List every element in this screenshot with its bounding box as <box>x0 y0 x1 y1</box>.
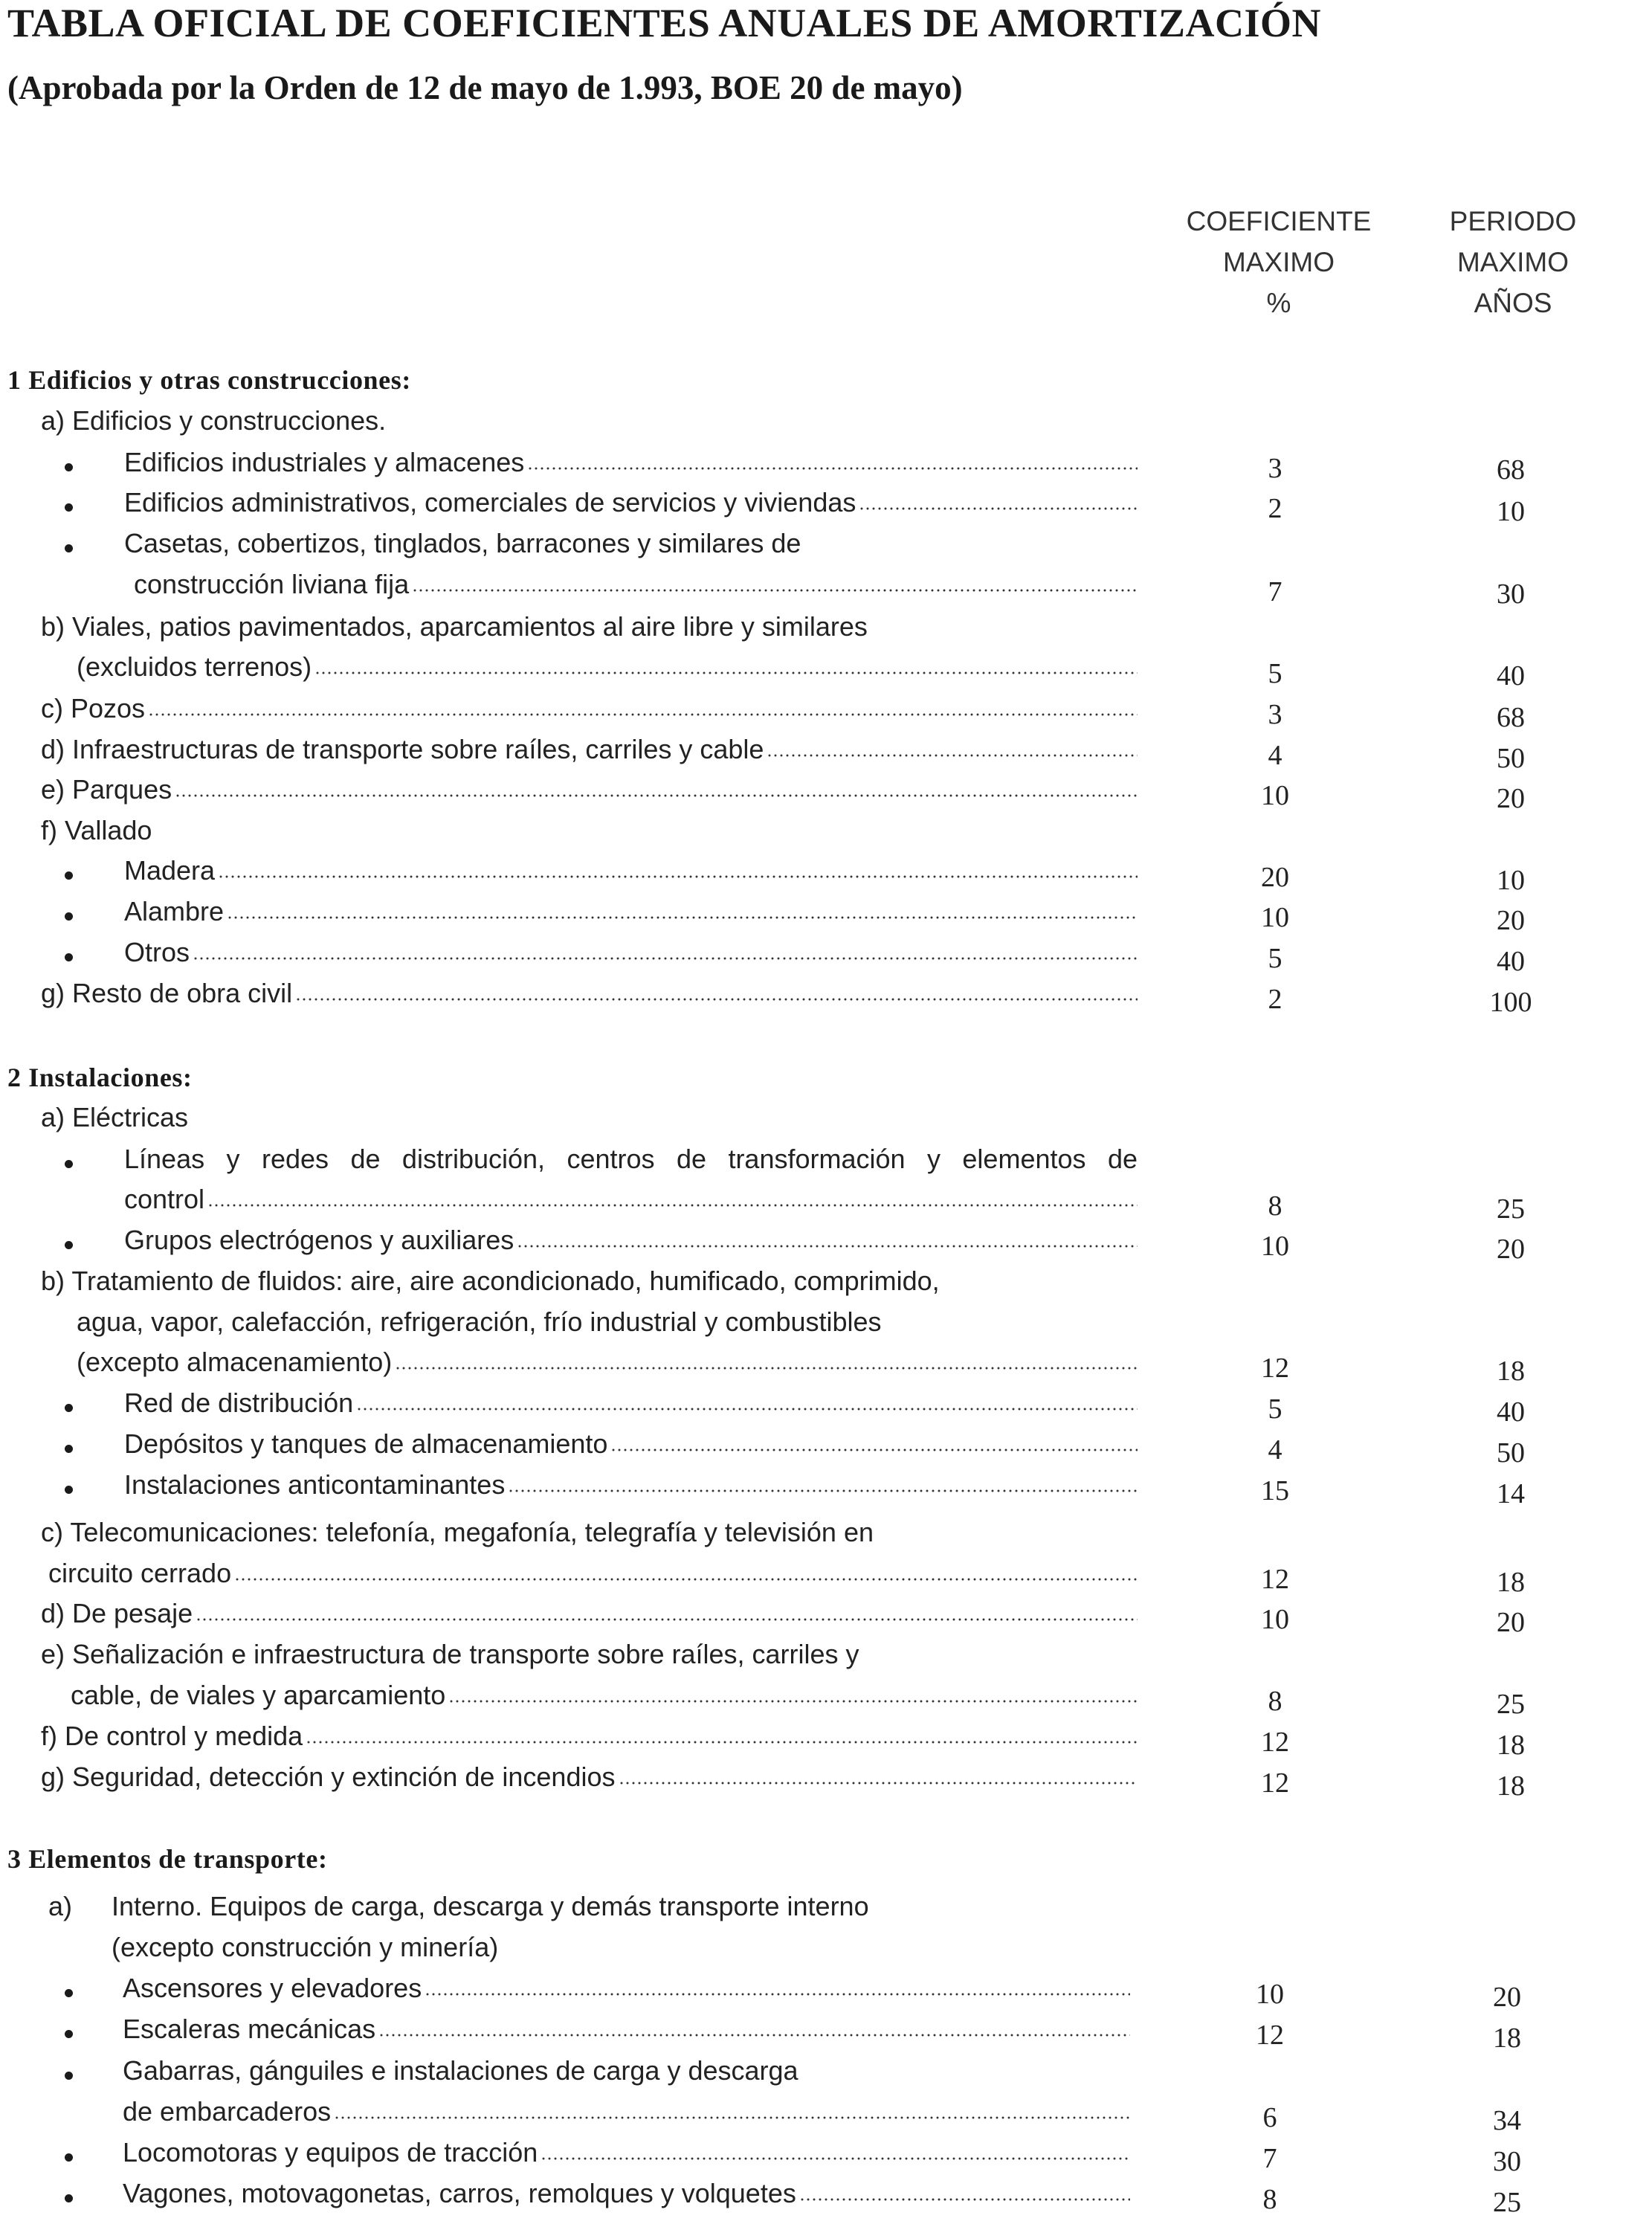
table-row <box>124 855 1138 886</box>
section-heading-transporte: 3 Elementos de transporte: <box>7 1844 328 1874</box>
years-value: 30 <box>1493 2146 1521 2177</box>
years-value: 18 <box>1497 1567 1525 1598</box>
dot-leader <box>508 1489 1138 1492</box>
dot-leader <box>193 957 1138 960</box>
table-row <box>48 1558 1138 1589</box>
row-label: construcción liviana fija <box>134 569 410 599</box>
table-row <box>124 447 1138 478</box>
table-row <box>71 1680 1138 1711</box>
years-value: 20 <box>1493 1982 1521 2013</box>
row-label: de embarcaderos <box>123 2096 332 2127</box>
row-label: Interno. Equipos de carga, descarga y demás transporte interno <box>112 1891 869 1921</box>
bullet-icon <box>65 1404 73 1412</box>
years-value: 40 <box>1497 946 1525 977</box>
bullet-icon <box>65 2153 73 2162</box>
row-label: Otros <box>124 937 190 967</box>
dot-leader <box>356 1408 1138 1411</box>
dot-leader <box>619 1782 1138 1785</box>
dot-leader <box>175 794 1138 797</box>
coef-value: 12 <box>1261 1564 1289 1595</box>
bullet-icon <box>65 2072 73 2080</box>
bullet-icon <box>65 503 73 512</box>
subsection-heading: f) Vallado <box>41 815 152 845</box>
dot-leader <box>610 1448 1138 1451</box>
column-header-coeficiente: COEFICIENTE MAXIMO % <box>1186 206 1372 318</box>
table-row <box>134 569 1138 600</box>
page-subtitle: (Aprobada por la Orden de 12 de mayo de 1.993, BOE 20 de mayo) <box>7 69 963 106</box>
row-label: Edificios administrativos, comerciales de servicios y viviendas <box>124 487 856 518</box>
years-value: 20 <box>1497 783 1525 814</box>
row-label: f) De control y medida <box>41 1721 303 1751</box>
coef-value: 8 <box>1268 1190 1282 1222</box>
dot-leader <box>234 1578 1138 1581</box>
row-label: Red de distribución <box>124 1388 354 1418</box>
coef-value: 10 <box>1256 1979 1284 2010</box>
years-value: 18 <box>1497 1356 1525 1387</box>
years-value: 18 <box>1497 1770 1525 1802</box>
table-row <box>41 1598 1138 1629</box>
table-row <box>77 651 1138 683</box>
row-label: (excluidos terrenos) <box>77 651 312 682</box>
years-value: 50 <box>1497 1437 1525 1469</box>
column-header-periodo: PERIODO MAXIMO AÑOS <box>1449 206 1577 318</box>
coef-value: 12 <box>1256 2020 1284 2051</box>
table-row <box>124 1184 1138 1215</box>
row-label: Depósitos y tanques de almacenamiento <box>124 1428 608 1459</box>
coef-value: 7 <box>1262 2143 1277 2174</box>
bullet-icon <box>65 912 73 921</box>
row-label: b) Viales, patios pavimentados, aparcamientos al aire libre y similares <box>41 611 868 642</box>
row-label: Edificios industriales y almacenes <box>124 447 525 477</box>
table-row <box>123 2137 1130 2168</box>
subsection-marker: a) <box>48 1891 73 1921</box>
section-heading-instalaciones: 2 Instalaciones: <box>7 1063 193 1092</box>
table-row <box>41 734 1138 765</box>
coef-value: 4 <box>1268 740 1282 771</box>
dot-leader <box>527 467 1138 470</box>
dot-leader <box>378 2034 1130 2037</box>
row-label: Grupos electrógenos y auxiliares <box>124 1225 514 1255</box>
bullet-icon <box>65 544 73 552</box>
row-label: Líneas y redes de distribución, centros de transformación y elementos de <box>124 1144 1138 1174</box>
dot-leader <box>412 589 1138 592</box>
page-title: TABLA OFICIAL DE COEFICIENTES ANUALES DE AMORTIZACIÓN <box>7 1 1321 45</box>
table-row <box>41 693 1138 724</box>
dot-leader <box>295 998 1138 1001</box>
years-value: 20 <box>1497 905 1525 936</box>
years-value: 40 <box>1497 1396 1525 1428</box>
coef-value: 10 <box>1261 1231 1289 1262</box>
years-value: 18 <box>1493 2023 1521 2054</box>
bullet-icon <box>65 1445 73 1453</box>
row-label: c) Pozos <box>41 693 146 723</box>
row-label: Casetas, cobertizos, tinglados, barracones y similares de <box>124 528 801 558</box>
row-label: Gabarras, gánguiles e instalaciones de carga y descarga <box>123 2055 798 2086</box>
row-label: Locomotoras y equipos de tracción <box>123 2137 538 2168</box>
row-label: d) De pesaje <box>41 1598 193 1628</box>
years-value: 25 <box>1497 1193 1525 1225</box>
years-value: 68 <box>1497 454 1525 486</box>
coef-value: 15 <box>1261 1475 1289 1506</box>
row-label: Vagones, motovagonetas, carros, remolques y volquetes <box>123 2178 796 2208</box>
table-row <box>124 1428 1138 1460</box>
years-value: 30 <box>1497 578 1525 610</box>
dot-leader <box>334 2116 1130 2119</box>
dot-leader <box>425 1993 1130 1996</box>
row-label: cable, de viales y aparcamiento <box>71 1680 446 1710</box>
dot-leader <box>196 1618 1138 1621</box>
dot-leader <box>799 2198 1130 2201</box>
dot-leader <box>314 671 1138 674</box>
table-row <box>41 774 1138 805</box>
coef-value: 10 <box>1261 902 1289 933</box>
coef-value: 3 <box>1268 453 1282 484</box>
bullet-icon <box>65 871 73 880</box>
dot-leader <box>227 916 1138 919</box>
row-label: g) Resto de obra civil <box>41 978 293 1008</box>
bullet-icon <box>65 1989 73 1997</box>
bullet-icon <box>65 2030 73 2038</box>
dot-leader <box>448 1700 1138 1703</box>
coef-value: 20 <box>1261 862 1289 893</box>
table-row <box>123 2096 1130 2127</box>
table-row <box>124 937 1138 968</box>
row-label: Madera <box>124 855 216 886</box>
row-label: e) Señalización e infraestructura de transporte sobre raíles, carriles y <box>41 1639 859 1669</box>
years-value: 10 <box>1497 496 1525 527</box>
years-value: 18 <box>1497 1730 1525 1761</box>
dot-leader <box>517 1245 1138 1248</box>
coef-value: 4 <box>1268 1434 1282 1466</box>
row-label: d) Infraestructuras de transporte sobre raíles, carriles y cable <box>41 734 764 764</box>
years-value: 20 <box>1497 1234 1525 1265</box>
subsection-heading: a) Eléctricas <box>41 1102 189 1132</box>
coef-value: 12 <box>1261 1727 1289 1758</box>
coef-value: 10 <box>1261 1604 1289 1635</box>
years-value: 20 <box>1497 1607 1525 1638</box>
coef-value: 2 <box>1268 984 1282 1015</box>
years-value: 34 <box>1493 2105 1521 2136</box>
table-row <box>41 978 1138 1009</box>
bullet-icon <box>65 463 73 471</box>
subsection-heading: a) Edificios y construcciones. <box>41 405 387 436</box>
dot-leader <box>207 1204 1138 1207</box>
coef-value: 5 <box>1268 658 1282 689</box>
row-label: Instalaciones anticontaminantes <box>124 1469 506 1500</box>
coef-value: 6 <box>1262 2102 1277 2133</box>
table-row <box>123 2014 1130 2045</box>
row-label: agua, vapor, calefacción, refrigeración, frío industrial y combustibles <box>77 1306 882 1337</box>
dot-leader <box>859 507 1138 510</box>
coef-value: 5 <box>1268 943 1282 974</box>
section-heading-edificios: 1 Edificios y otras construcciones: <box>7 365 411 395</box>
table-row <box>77 1347 1138 1378</box>
dot-leader <box>541 2157 1130 2160</box>
years-value: 14 <box>1497 1478 1525 1509</box>
row-label: g) Seguridad, detección y extinción de incendios <box>41 1762 616 1792</box>
bullet-icon <box>65 1160 73 1168</box>
coef-value: 7 <box>1268 576 1282 607</box>
row-label: Alambre <box>124 896 225 926</box>
coef-value: 3 <box>1268 699 1282 730</box>
row-label: b) Tratamiento de fluidos: aire, aire acondicionado, humificado, comprimido, <box>41 1266 940 1296</box>
years-value: 68 <box>1497 702 1525 733</box>
bullet-icon <box>65 2194 73 2202</box>
row-label: control <box>124 1184 205 1214</box>
row-label: Ascensores y elevadores <box>123 1973 422 2003</box>
years-value: 40 <box>1497 660 1525 692</box>
table-row <box>124 896 1138 927</box>
row-label: c) Telecomunicaciones: telefonía, megafonía, telegrafía y televisión en <box>41 1517 874 1547</box>
table-row <box>41 1721 1138 1752</box>
table-row <box>124 1469 1138 1501</box>
row-label: Escaleras mecánicas <box>123 2014 376 2044</box>
years-value: 100 <box>1489 987 1532 1018</box>
coef-value: 5 <box>1268 1393 1282 1425</box>
coef-value: 8 <box>1262 2184 1277 2215</box>
years-value: 25 <box>1493 2187 1521 2218</box>
coef-value: 2 <box>1268 493 1282 524</box>
dot-leader <box>218 875 1138 878</box>
table-row <box>124 487 1138 518</box>
bullet-icon <box>65 1241 73 1249</box>
years-value: 10 <box>1497 865 1525 896</box>
row-label: circuito cerrado <box>48 1558 232 1588</box>
years-value: 50 <box>1497 743 1525 774</box>
table-row <box>124 1225 1138 1256</box>
table-row <box>123 1973 1130 2004</box>
table-row <box>41 1762 1138 1793</box>
years-value: 25 <box>1497 1689 1525 1720</box>
coef-value: 12 <box>1261 1353 1289 1384</box>
coef-value: 10 <box>1261 780 1289 811</box>
coef-value: 8 <box>1268 1686 1282 1717</box>
table-row <box>124 1388 1138 1419</box>
row-label: e) Parques <box>41 774 172 805</box>
dot-leader <box>306 1741 1138 1744</box>
coef-value: 12 <box>1261 1767 1289 1799</box>
dot-leader <box>148 713 1138 716</box>
dot-leader <box>767 754 1138 757</box>
bullet-icon <box>65 1486 73 1494</box>
bullet-icon <box>65 953 73 961</box>
row-label: (excepto construcción y minería) <box>112 1932 499 1962</box>
table-row <box>123 2178 1130 2209</box>
row-label: (excepto almacenamiento) <box>77 1347 393 1377</box>
dot-leader <box>395 1367 1138 1370</box>
